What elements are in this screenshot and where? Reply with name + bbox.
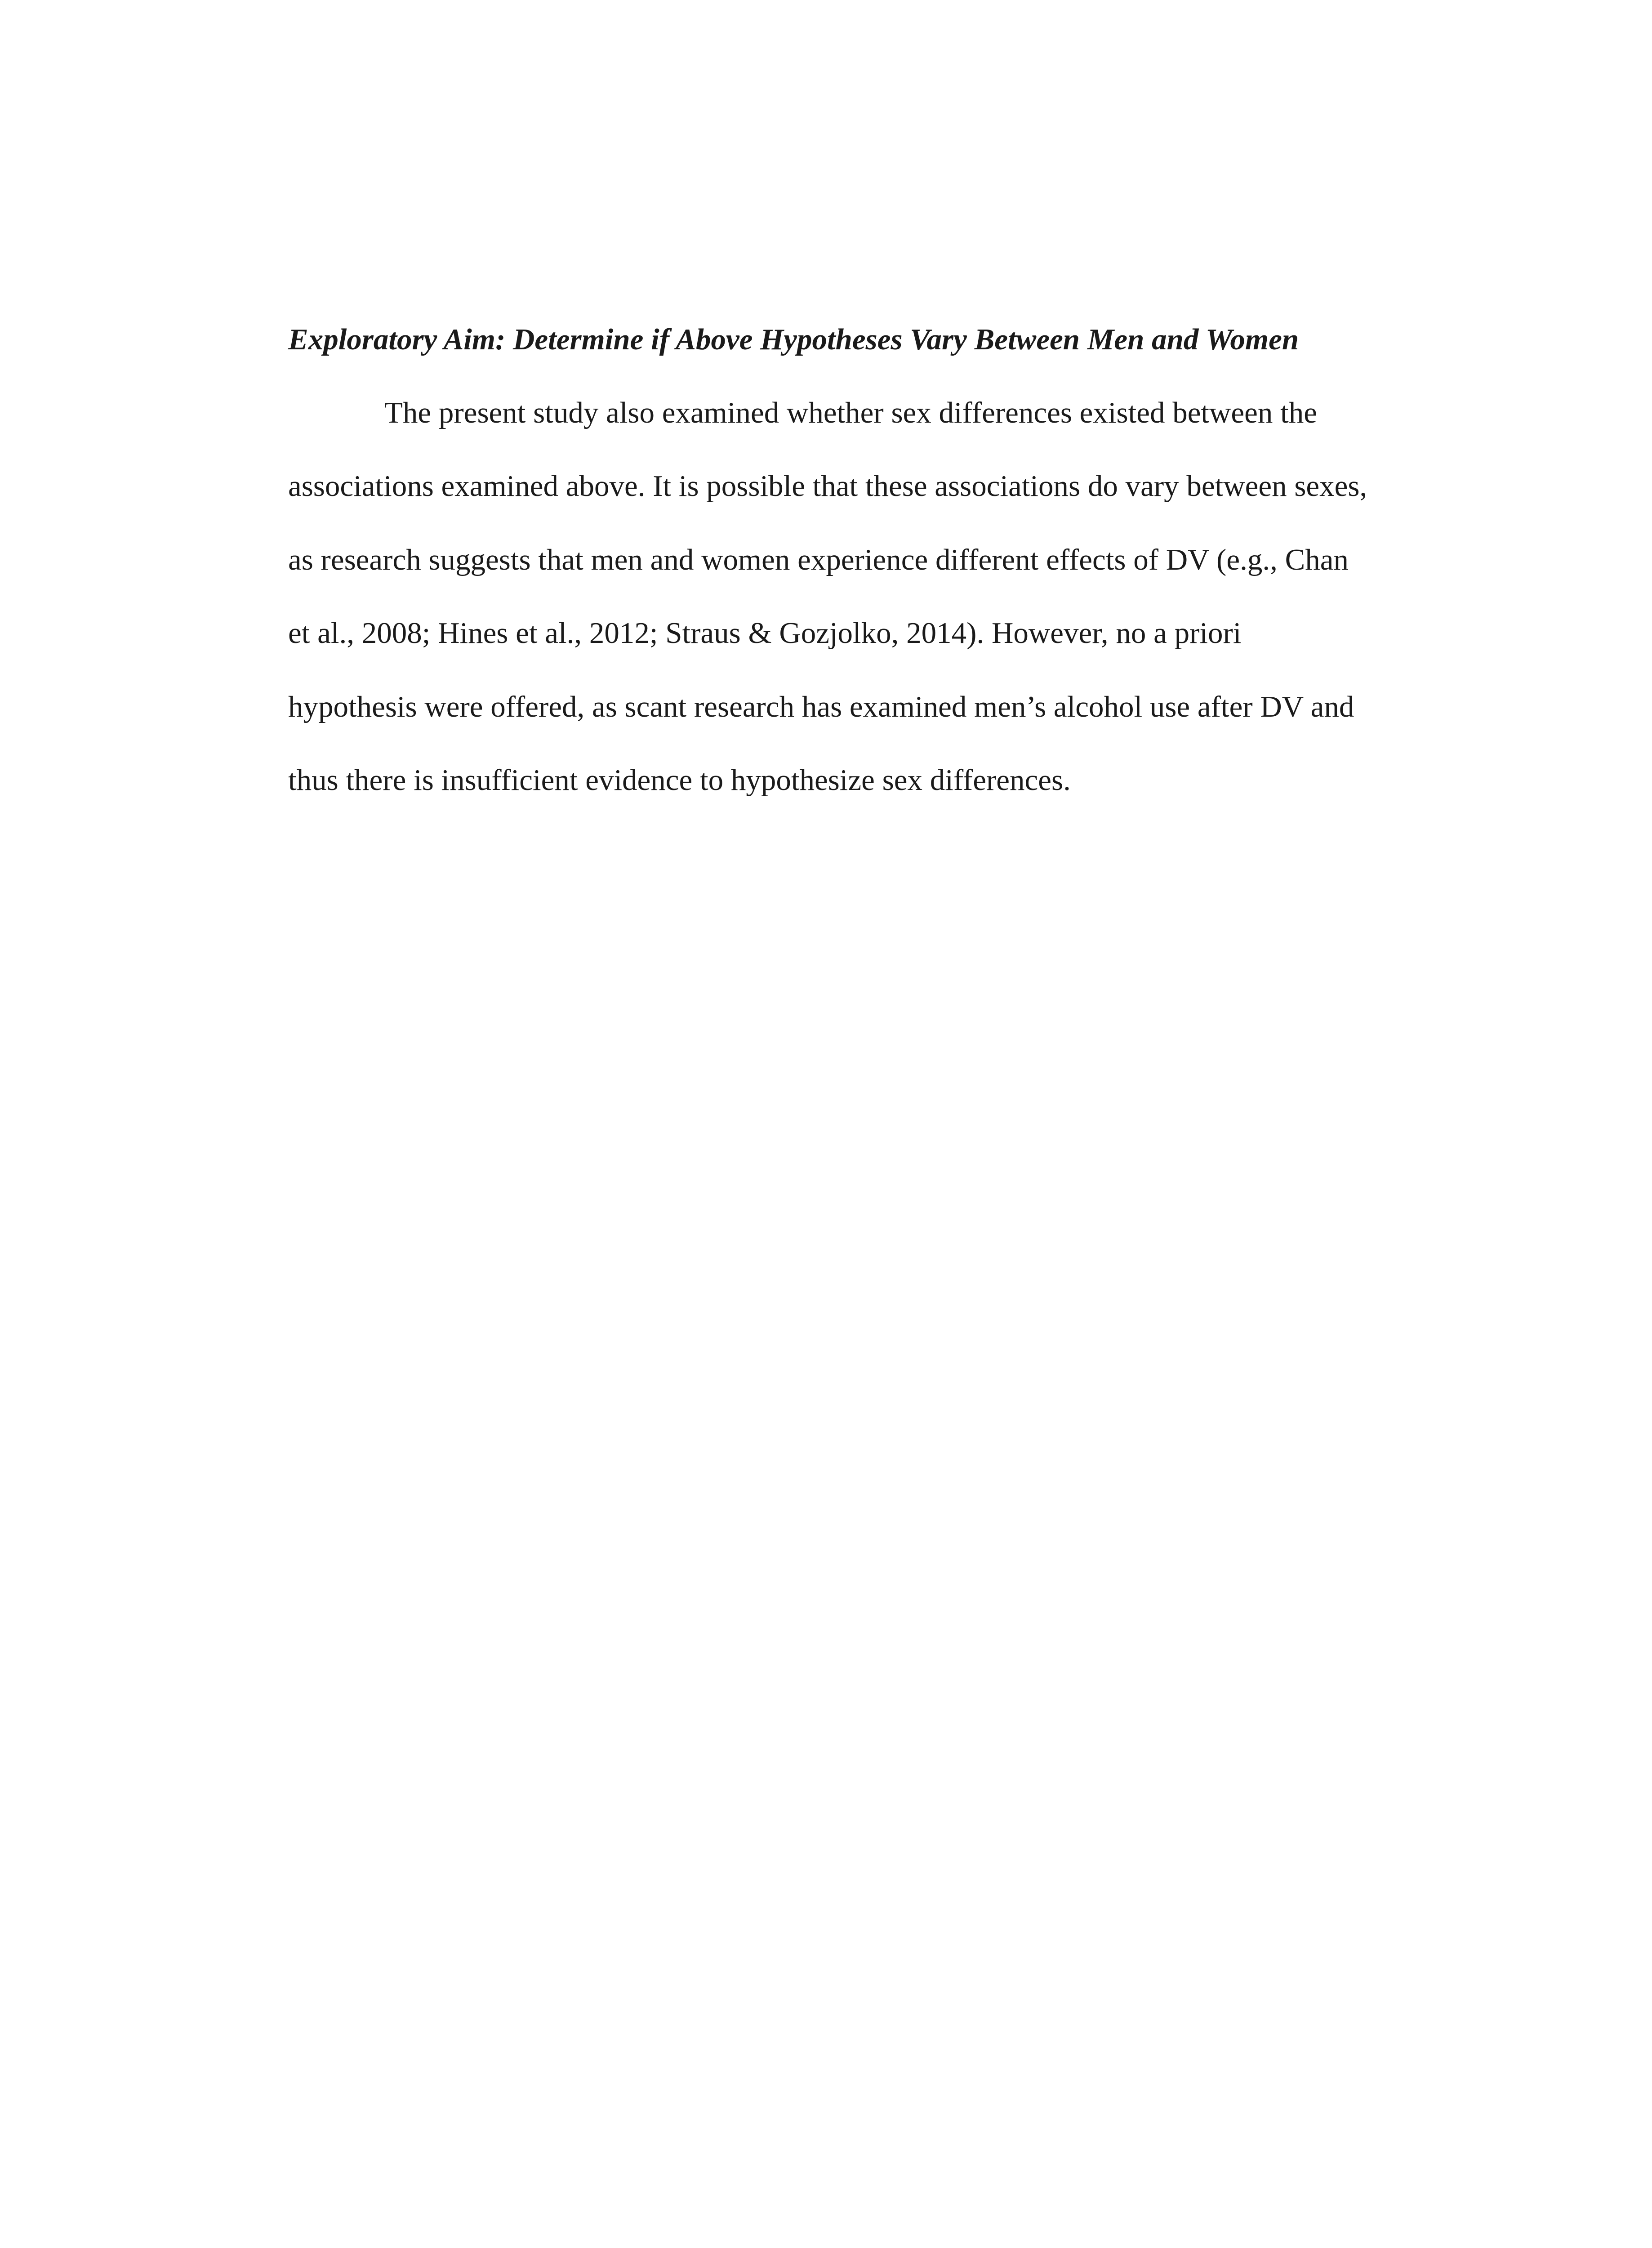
paragraph-line-6: thus there is insufficient evidence to hypothesize sex differences.: [288, 763, 1071, 797]
paragraph-line-2: associations examined above. It is possible that these associations do vary between sexes,: [288, 469, 1367, 503]
paragraph-line-3: as research suggests that men and women experience different effects of DV (e.g., Chan: [288, 543, 1349, 576]
section-heading: Exploratory Aim: Determine if Above Hypotheses Vary Between Men and Women: [288, 323, 1299, 356]
paragraph-line-5: hypothesis were offered, as scant research has examined men’s alcohol use after DV and: [288, 690, 1354, 723]
paragraph-line-1: The present study also examined whether sex differences existed between the: [384, 396, 1318, 429]
paragraph-line-4: et al., 2008; Hines et al., 2012; Straus & Gozjolko, 2014). However, no a priori: [288, 616, 1242, 650]
